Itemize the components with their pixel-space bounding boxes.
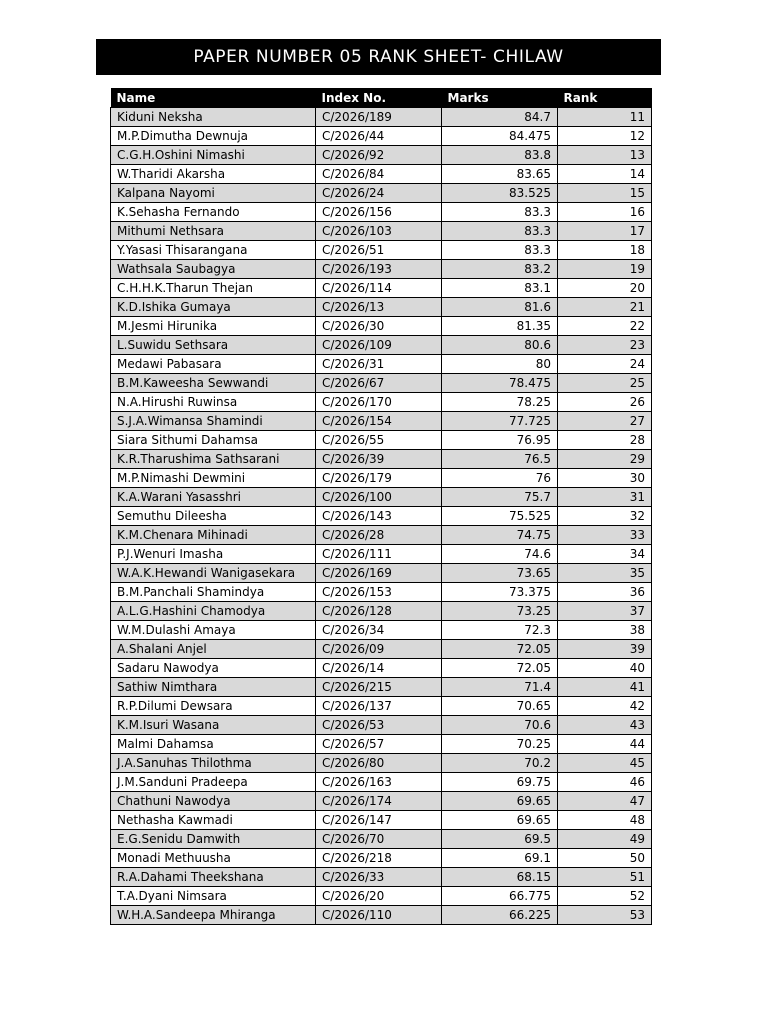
table-row bbox=[111, 165, 652, 184]
cell-rank: 17 bbox=[558, 222, 652, 241]
cell-name: Sathiw Nimthara bbox=[111, 678, 316, 697]
cell-marks: 73.25 bbox=[442, 602, 558, 621]
table-row bbox=[111, 583, 652, 602]
table-row bbox=[111, 754, 652, 773]
cell-index: C/2026/53 bbox=[316, 716, 442, 735]
cell-name: R.A.Dahami Theekshana bbox=[111, 868, 316, 887]
cell-name: W.H.A.Sandeepa Mhiranga bbox=[111, 906, 316, 925]
table-row bbox=[111, 792, 652, 811]
cell-name: A.L.G.Hashini Chamodya bbox=[111, 602, 316, 621]
cell-index: C/2026/39 bbox=[316, 450, 442, 469]
cell-index: C/2026/218 bbox=[316, 849, 442, 868]
table-row bbox=[111, 393, 652, 412]
cell-marks: 72.05 bbox=[442, 659, 558, 678]
cell-marks: 83.525 bbox=[442, 184, 558, 203]
cell-index: C/2026/31 bbox=[316, 355, 442, 374]
cell-name: Siara Sithumi Dahamsa bbox=[111, 431, 316, 450]
cell-marks: 83.65 bbox=[442, 165, 558, 184]
cell-marks: 83.3 bbox=[442, 241, 558, 260]
cell-marks: 69.1 bbox=[442, 849, 558, 868]
table-row bbox=[111, 906, 652, 925]
table-row bbox=[111, 184, 652, 203]
header-row bbox=[111, 88, 652, 108]
cell-name: W.M.Dulashi Amaya bbox=[111, 621, 316, 640]
cell-rank: 27 bbox=[558, 412, 652, 431]
cell-rank: 26 bbox=[558, 393, 652, 412]
cell-name: M.P.Nimashi Dewmini bbox=[111, 469, 316, 488]
cell-marks: 66.225 bbox=[442, 906, 558, 925]
cell-marks: 83.3 bbox=[442, 222, 558, 241]
cell-name: R.P.Dilumi Dewsara bbox=[111, 697, 316, 716]
cell-marks: 80.6 bbox=[442, 336, 558, 355]
cell-name: B.M.Kaweesha Sewwandi bbox=[111, 374, 316, 393]
header-rank: Rank bbox=[558, 88, 652, 108]
cell-name: T.A.Dyani Nimsara bbox=[111, 887, 316, 906]
cell-rank: 11 bbox=[558, 108, 652, 127]
table-row bbox=[111, 336, 652, 355]
cell-rank: 37 bbox=[558, 602, 652, 621]
table-row bbox=[111, 317, 652, 336]
cell-name: J.M.Sanduni Pradeepa bbox=[111, 773, 316, 792]
cell-marks: 84.7 bbox=[442, 108, 558, 127]
page-title: PAPER NUMBER 05 RANK SHEET- CHILAW bbox=[96, 39, 661, 75]
cell-rank: 36 bbox=[558, 583, 652, 602]
cell-rank: 44 bbox=[558, 735, 652, 754]
cell-name: L.Suwidu Sethsara bbox=[111, 336, 316, 355]
table-row bbox=[111, 545, 652, 564]
cell-index: C/2026/20 bbox=[316, 887, 442, 906]
cell-marks: 68.15 bbox=[442, 868, 558, 887]
cell-name: K.Sehasha Fernando bbox=[111, 203, 316, 222]
table-row bbox=[111, 849, 652, 868]
cell-index: C/2026/70 bbox=[316, 830, 442, 849]
cell-marks: 75.525 bbox=[442, 507, 558, 526]
cell-index: C/2026/137 bbox=[316, 697, 442, 716]
cell-index: C/2026/34 bbox=[316, 621, 442, 640]
cell-index: C/2026/84 bbox=[316, 165, 442, 184]
cell-rank: 45 bbox=[558, 754, 652, 773]
cell-rank: 21 bbox=[558, 298, 652, 317]
table-header bbox=[111, 88, 652, 108]
cell-name: Monadi Methuusha bbox=[111, 849, 316, 868]
cell-rank: 30 bbox=[558, 469, 652, 488]
cell-rank: 19 bbox=[558, 260, 652, 279]
cell-rank: 48 bbox=[558, 811, 652, 830]
cell-marks: 71.4 bbox=[442, 678, 558, 697]
table-row bbox=[111, 564, 652, 583]
cell-index: C/2026/13 bbox=[316, 298, 442, 317]
cell-marks: 77.725 bbox=[442, 412, 558, 431]
cell-index: C/2026/174 bbox=[316, 792, 442, 811]
table-row bbox=[111, 279, 652, 298]
table-row bbox=[111, 222, 652, 241]
cell-rank: 20 bbox=[558, 279, 652, 298]
cell-marks: 66.775 bbox=[442, 887, 558, 906]
cell-marks: 83.2 bbox=[442, 260, 558, 279]
table-row bbox=[111, 640, 652, 659]
cell-name: K.M.Chenara Mihinadi bbox=[111, 526, 316, 545]
table-row bbox=[111, 412, 652, 431]
cell-name: Nethasha Kawmadi bbox=[111, 811, 316, 830]
cell-name: K.M.Isuri Wasana bbox=[111, 716, 316, 735]
table-row bbox=[111, 507, 652, 526]
cell-index: C/2026/143 bbox=[316, 507, 442, 526]
cell-marks: 70.6 bbox=[442, 716, 558, 735]
table-row bbox=[111, 298, 652, 317]
cell-rank: 25 bbox=[558, 374, 652, 393]
cell-marks: 69.75 bbox=[442, 773, 558, 792]
cell-name: P.J.Wenuri Imasha bbox=[111, 545, 316, 564]
cell-index: C/2026/44 bbox=[316, 127, 442, 146]
header-name: Name bbox=[111, 88, 316, 108]
cell-index: C/2026/14 bbox=[316, 659, 442, 678]
cell-name: C.G.H.Oshini Nimashi bbox=[111, 146, 316, 165]
cell-rank: 53 bbox=[558, 906, 652, 925]
cell-marks: 70.65 bbox=[442, 697, 558, 716]
cell-rank: 22 bbox=[558, 317, 652, 336]
cell-rank: 50 bbox=[558, 849, 652, 868]
cell-rank: 29 bbox=[558, 450, 652, 469]
table-row bbox=[111, 887, 652, 906]
table-row bbox=[111, 431, 652, 450]
cell-name: M.P.Dimutha Dewnuja bbox=[111, 127, 316, 146]
cell-name: M.Jesmi Hirunika bbox=[111, 317, 316, 336]
cell-marks: 83.8 bbox=[442, 146, 558, 165]
cell-rank: 43 bbox=[558, 716, 652, 735]
cell-marks: 69.65 bbox=[442, 792, 558, 811]
cell-name: J.A.Sanuhas Thilothma bbox=[111, 754, 316, 773]
cell-name: E.G.Senidu Damwith bbox=[111, 830, 316, 849]
cell-name: K.R.Tharushima Sathsarani bbox=[111, 450, 316, 469]
cell-name: Chathuni Nawodya bbox=[111, 792, 316, 811]
cell-index: C/2026/154 bbox=[316, 412, 442, 431]
cell-index: C/2026/109 bbox=[316, 336, 442, 355]
cell-marks: 80 bbox=[442, 355, 558, 374]
cell-index: C/2026/28 bbox=[316, 526, 442, 545]
table-row bbox=[111, 450, 652, 469]
cell-name: Sadaru Nawodya bbox=[111, 659, 316, 678]
cell-index: C/2026/24 bbox=[316, 184, 442, 203]
cell-rank: 15 bbox=[558, 184, 652, 203]
cell-name: Semuthu Dileesha bbox=[111, 507, 316, 526]
table-row bbox=[111, 146, 652, 165]
cell-index: C/2026/114 bbox=[316, 279, 442, 298]
cell-name: K.A.Warani Yasasshri bbox=[111, 488, 316, 507]
table-row bbox=[111, 127, 652, 146]
table-row bbox=[111, 602, 652, 621]
cell-index: C/2026/169 bbox=[316, 564, 442, 583]
cell-index: C/2026/67 bbox=[316, 374, 442, 393]
cell-rank: 42 bbox=[558, 697, 652, 716]
cell-index: C/2026/55 bbox=[316, 431, 442, 450]
cell-index: C/2026/215 bbox=[316, 678, 442, 697]
cell-index: C/2026/57 bbox=[316, 735, 442, 754]
cell-rank: 46 bbox=[558, 773, 652, 792]
cell-marks: 83.1 bbox=[442, 279, 558, 298]
table-row bbox=[111, 241, 652, 260]
cell-rank: 39 bbox=[558, 640, 652, 659]
cell-name: Kalpana Nayomi bbox=[111, 184, 316, 203]
cell-rank: 18 bbox=[558, 241, 652, 260]
table-row bbox=[111, 621, 652, 640]
cell-name: Kiduni Neksha bbox=[111, 108, 316, 127]
cell-index: C/2026/111 bbox=[316, 545, 442, 564]
cell-name: Medawi Pabasara bbox=[111, 355, 316, 374]
cell-rank: 49 bbox=[558, 830, 652, 849]
cell-index: C/2026/156 bbox=[316, 203, 442, 222]
rank-table bbox=[110, 88, 652, 925]
cell-marks: 74.75 bbox=[442, 526, 558, 545]
cell-rank: 16 bbox=[558, 203, 652, 222]
cell-index: C/2026/30 bbox=[316, 317, 442, 336]
table-row bbox=[111, 355, 652, 374]
cell-index: C/2026/80 bbox=[316, 754, 442, 773]
cell-rank: 52 bbox=[558, 887, 652, 906]
cell-index: C/2026/103 bbox=[316, 222, 442, 241]
cell-rank: 35 bbox=[558, 564, 652, 583]
table-body bbox=[111, 108, 652, 925]
table-row bbox=[111, 108, 652, 127]
table-row bbox=[111, 773, 652, 792]
cell-name: K.D.Ishika Gumaya bbox=[111, 298, 316, 317]
cell-rank: 13 bbox=[558, 146, 652, 165]
cell-name: Malmi Dahamsa bbox=[111, 735, 316, 754]
cell-rank: 32 bbox=[558, 507, 652, 526]
cell-index: C/2026/147 bbox=[316, 811, 442, 830]
cell-rank: 24 bbox=[558, 355, 652, 374]
cell-marks: 76.5 bbox=[442, 450, 558, 469]
cell-index: C/2026/92 bbox=[316, 146, 442, 165]
header-index: Index No. bbox=[316, 88, 442, 108]
table-row bbox=[111, 868, 652, 887]
cell-marks: 72.3 bbox=[442, 621, 558, 640]
table-row bbox=[111, 735, 652, 754]
cell-name: Mithumi Nethsara bbox=[111, 222, 316, 241]
cell-marks: 69.65 bbox=[442, 811, 558, 830]
table-row bbox=[111, 526, 652, 545]
cell-name: B.M.Panchali Shamindya bbox=[111, 583, 316, 602]
cell-name: Wathsala Saubagya bbox=[111, 260, 316, 279]
cell-rank: 12 bbox=[558, 127, 652, 146]
cell-name: W.A.K.Hewandi Wanigasekara bbox=[111, 564, 316, 583]
cell-marks: 83.3 bbox=[442, 203, 558, 222]
header-marks: Marks bbox=[442, 88, 558, 108]
cell-marks: 75.7 bbox=[442, 488, 558, 507]
cell-marks: 81.35 bbox=[442, 317, 558, 336]
cell-name: W.Tharidi Akarsha bbox=[111, 165, 316, 184]
cell-rank: 23 bbox=[558, 336, 652, 355]
cell-index: C/2026/189 bbox=[316, 108, 442, 127]
cell-index: C/2026/51 bbox=[316, 241, 442, 260]
cell-index: C/2026/193 bbox=[316, 260, 442, 279]
table-row bbox=[111, 697, 652, 716]
cell-index: C/2026/09 bbox=[316, 640, 442, 659]
table-row bbox=[111, 811, 652, 830]
cell-marks: 81.6 bbox=[442, 298, 558, 317]
cell-name: Y.Yasasi Thisarangana bbox=[111, 241, 316, 260]
cell-rank: 51 bbox=[558, 868, 652, 887]
cell-index: C/2026/110 bbox=[316, 906, 442, 925]
cell-marks: 74.6 bbox=[442, 545, 558, 564]
table-row bbox=[111, 469, 652, 488]
table-row bbox=[111, 488, 652, 507]
cell-rank: 41 bbox=[558, 678, 652, 697]
cell-index: C/2026/100 bbox=[316, 488, 442, 507]
cell-index: C/2026/179 bbox=[316, 469, 442, 488]
table-row bbox=[111, 659, 652, 678]
cell-rank: 34 bbox=[558, 545, 652, 564]
cell-index: C/2026/153 bbox=[316, 583, 442, 602]
cell-marks: 76 bbox=[442, 469, 558, 488]
cell-marks: 84.475 bbox=[442, 127, 558, 146]
cell-rank: 14 bbox=[558, 165, 652, 184]
cell-rank: 40 bbox=[558, 659, 652, 678]
table-row bbox=[111, 260, 652, 279]
cell-rank: 33 bbox=[558, 526, 652, 545]
cell-rank: 47 bbox=[558, 792, 652, 811]
cell-index: C/2026/163 bbox=[316, 773, 442, 792]
cell-name: A.Shalani Anjel bbox=[111, 640, 316, 659]
cell-marks: 78.475 bbox=[442, 374, 558, 393]
table-row bbox=[111, 678, 652, 697]
cell-marks: 72.05 bbox=[442, 640, 558, 659]
cell-index: C/2026/128 bbox=[316, 602, 442, 621]
cell-name: S.J.A.Wimansa Shamindi bbox=[111, 412, 316, 431]
cell-marks: 73.65 bbox=[442, 564, 558, 583]
cell-name: N.A.Hirushi Ruwinsa bbox=[111, 393, 316, 412]
cell-rank: 38 bbox=[558, 621, 652, 640]
cell-marks: 73.375 bbox=[442, 583, 558, 602]
table-row bbox=[111, 830, 652, 849]
cell-index: C/2026/33 bbox=[316, 868, 442, 887]
cell-name: C.H.H.K.Tharun Thejan bbox=[111, 279, 316, 298]
cell-rank: 28 bbox=[558, 431, 652, 450]
cell-rank: 31 bbox=[558, 488, 652, 507]
cell-marks: 69.5 bbox=[442, 830, 558, 849]
table-row bbox=[111, 203, 652, 222]
cell-marks: 78.25 bbox=[442, 393, 558, 412]
cell-marks: 70.2 bbox=[442, 754, 558, 773]
table-row bbox=[111, 374, 652, 393]
cell-index: C/2026/170 bbox=[316, 393, 442, 412]
cell-marks: 70.25 bbox=[442, 735, 558, 754]
cell-marks: 76.95 bbox=[442, 431, 558, 450]
table-row bbox=[111, 716, 652, 735]
